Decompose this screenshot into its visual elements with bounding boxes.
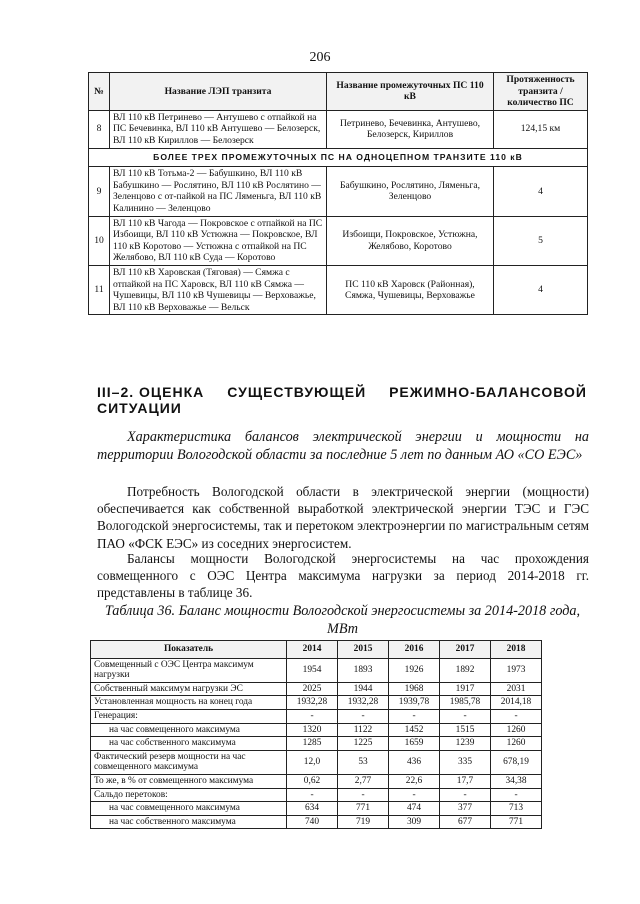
- section-row: [89, 148, 588, 167]
- table-row: [91, 737, 542, 751]
- cell-value: 53: [338, 750, 389, 774]
- table-row: [89, 167, 588, 216]
- row-label: Сальдо перетоков:: [91, 788, 287, 802]
- cell-value: 12,0: [287, 750, 338, 774]
- cell-value: -: [338, 788, 389, 802]
- cell-value: 1917: [440, 682, 491, 696]
- row-label: Собственный максимум нагрузки ЭС: [91, 682, 287, 696]
- transit-length: 124,15 км: [494, 110, 588, 148]
- cell-value: 771: [338, 802, 389, 816]
- row-label: Фактический резерв мощности на час совмещенного максимума: [91, 750, 287, 774]
- cell-value: -: [287, 788, 338, 802]
- year-header: 2016: [389, 641, 440, 659]
- table-row: [91, 750, 542, 774]
- col-num-header: №: [89, 73, 110, 111]
- table-row: [91, 658, 542, 682]
- line-name: ВЛ 110 кВ Чагода — Покровское с отпайкой на ПС Избоищи, ВЛ 110 кВ Устюжна — Покровское, ВЛ 110 кВ Коротово — Устюжна с отпайкой на ПС Желябово, ВЛ 110 кВ Суда — Коротово: [110, 216, 327, 265]
- cell-value: 1260: [491, 737, 542, 751]
- cell-value: 1973: [491, 658, 542, 682]
- cell-value: 1954: [287, 658, 338, 682]
- year-header: 2017: [440, 641, 491, 659]
- cell-value: -: [491, 788, 542, 802]
- table-header-row: [89, 73, 588, 111]
- table-row: [91, 774, 542, 788]
- cell-value: 1225: [338, 737, 389, 751]
- indicator-header: Показатель: [91, 641, 287, 659]
- row-label: на час совмещенного максимума: [91, 723, 287, 737]
- cell-value: 34,38: [491, 774, 542, 788]
- subsection-heading: Характеристика балансов электрической энергии и мощности на территории Вологодской области за последние 5 лет по данным АО «СО ЕЭС»: [97, 429, 589, 463]
- cell-value: 678,19: [491, 750, 542, 774]
- cell-value: -: [491, 709, 542, 723]
- cell-value: 1260: [491, 723, 542, 737]
- transit-lines-table: [88, 72, 588, 315]
- section-title-word: РЕЖИМНО-БАЛАНСОВОЙ: [389, 384, 587, 400]
- substations: Петринево, Бечевинка, Антушево, Белозерск, Кириллов: [327, 110, 494, 148]
- table-row: [89, 110, 588, 148]
- cell-value: 0,62: [287, 774, 338, 788]
- line-name: ВЛ 110 кВ Петринево — Антушево с отпайкой на ПС Бечевинка, ВЛ 110 кВ Антушево — Белозерск, ВЛ 110 кВ Кириллов — Белозерск: [110, 110, 327, 148]
- cell-value: 1968: [389, 682, 440, 696]
- cell-value: -: [440, 709, 491, 723]
- substation-count: 4: [494, 167, 588, 216]
- section-title-line2: СИТУАЦИИ: [97, 400, 182, 416]
- substation-count: 5: [494, 216, 588, 265]
- table-row: [89, 265, 588, 314]
- row-label: Установленная мощность на конец года: [91, 696, 287, 710]
- cell-value: -: [287, 709, 338, 723]
- row-num: 9: [89, 167, 110, 216]
- cell-value: 1452: [389, 723, 440, 737]
- cell-value: 436: [389, 750, 440, 774]
- cell-value: 1932,28: [338, 696, 389, 710]
- year-header: 2015: [338, 641, 389, 659]
- row-label: Генерация:: [91, 709, 287, 723]
- row-label: То же, в % от совмещенного максимума: [91, 774, 287, 788]
- section-title-word: ОЦЕНКА: [139, 384, 205, 400]
- year-header: 2018: [491, 641, 542, 659]
- row-label: Совмещенный с ОЭС Центра максимум нагрузки: [91, 658, 287, 682]
- power-balance-table: [90, 640, 542, 829]
- cell-value: 1515: [440, 723, 491, 737]
- substation-count: 4: [494, 265, 588, 314]
- paragraph: Потребность Вологодской области в электрической энергии (мощности) обеспечивается как собственной выработкой электрической энергии ТЭС и ГЭС Вологодской энергосистемы, так и перетоком электроэнергии по магистральным сетям ПАО «ФСК ЕЭС» из соседних энергосистем.: [97, 484, 589, 551]
- col-substations-header: Название промежуточных ПС 110 кВ: [327, 73, 494, 111]
- cell-value: 2014,18: [491, 696, 542, 710]
- cell-value: 17,7: [440, 774, 491, 788]
- table-row: [91, 815, 542, 829]
- cell-value: 1926: [389, 658, 440, 682]
- cell-value: 1659: [389, 737, 440, 751]
- cell-value: 2031: [491, 682, 542, 696]
- cell-value: 713: [491, 802, 542, 816]
- substations: ПС 110 кВ Харовск (Районная), Сямжа, Чушевицы, Верховажье: [327, 265, 494, 314]
- cell-value: 1239: [440, 737, 491, 751]
- section-title: [97, 384, 587, 416]
- cell-value: 377: [440, 802, 491, 816]
- row-num: 8: [89, 110, 110, 148]
- line-name: ВЛ 110 кВ Харовская (Тяговая) — Сямжа с отпайкой на ПС Харовск, ВЛ 110 кВ Сямжа — Чушевицы, ВЛ 110 кВ Чушевицы — Верховажье, ВЛ 110 кВ Верховажье — Вельск: [110, 265, 327, 314]
- table-header-row: [91, 641, 542, 659]
- substations: Избоищи, Покровское, Устюжна, Желябово, Коротово: [327, 216, 494, 265]
- row-num: 11: [89, 265, 110, 314]
- cell-value: -: [338, 709, 389, 723]
- cell-value: 1122: [338, 723, 389, 737]
- cell-value: 1944: [338, 682, 389, 696]
- row-label: на час совмещенного максимума: [91, 802, 287, 816]
- table-caption: Таблица 36. Баланс мощности Вологодской энергосистемы за 2014-2018 года, МВт: [104, 603, 581, 637]
- col-line-name-header: Название ЛЭП транзита: [110, 73, 327, 111]
- line-name: ВЛ 110 кВ Тотьма-2 — Бабушкино, ВЛ 110 кВ Бабушкино — Рослятино, ВЛ 110 кВ Рослятино — Зеленцово с от-пайкой на ПС Ляменьга, ВЛ 110 кВ Калинино — Зеленцово: [110, 167, 327, 216]
- paragraph: Балансы мощности Вологодской энергосистемы на час прохождения совмещенного с ОЭС Центра максимума нагрузки за период 2014-2018 гг. представлены в таблице 36.: [97, 551, 589, 601]
- cell-value: 1932,28: [287, 696, 338, 710]
- table-row: [91, 682, 542, 696]
- cell-value: 771: [491, 815, 542, 829]
- cell-value: 474: [389, 802, 440, 816]
- row-num: 10: [89, 216, 110, 265]
- cell-value: 1939,78: [389, 696, 440, 710]
- table-row: [91, 723, 542, 737]
- table-row: [91, 802, 542, 816]
- cell-value: -: [440, 788, 491, 802]
- cell-value: 719: [338, 815, 389, 829]
- cell-value: 677: [440, 815, 491, 829]
- page-number: 206: [309, 50, 331, 65]
- section-number: III–2.: [97, 384, 135, 400]
- cell-value: 309: [389, 815, 440, 829]
- cell-value: 1892: [440, 658, 491, 682]
- col-length-header: Протяженность транзита / количество ПС: [494, 73, 588, 111]
- table-row: [91, 696, 542, 710]
- cell-value: 740: [287, 815, 338, 829]
- table-row: [91, 788, 542, 802]
- section-heading: БОЛЕЕ ТРЕХ ПРОМЕЖУТОЧНЫХ ПС НА ОДНОЦЕПНОМ ТРАНЗИТЕ 110 кВ: [89, 148, 588, 167]
- row-label: на час собственного максимума: [91, 815, 287, 829]
- year-header: 2014: [287, 641, 338, 659]
- table-row: [91, 709, 542, 723]
- cell-value: 22,6: [389, 774, 440, 788]
- cell-value: 1985,78: [440, 696, 491, 710]
- cell-value: 634: [287, 802, 338, 816]
- cell-value: 1285: [287, 737, 338, 751]
- section-title-word: СУЩЕСТВУЮЩЕЙ: [227, 384, 367, 400]
- cell-value: 1320: [287, 723, 338, 737]
- cell-value: 2025: [287, 682, 338, 696]
- cell-value: 1893: [338, 658, 389, 682]
- row-label: на час собственного максимума: [91, 737, 287, 751]
- cell-value: -: [389, 788, 440, 802]
- cell-value: 2,77: [338, 774, 389, 788]
- cell-value: 335: [440, 750, 491, 774]
- table-row: [89, 216, 588, 265]
- cell-value: -: [389, 709, 440, 723]
- substations: Бабушкино, Рослятино, Ляменьга, Зеленцово: [327, 167, 494, 216]
